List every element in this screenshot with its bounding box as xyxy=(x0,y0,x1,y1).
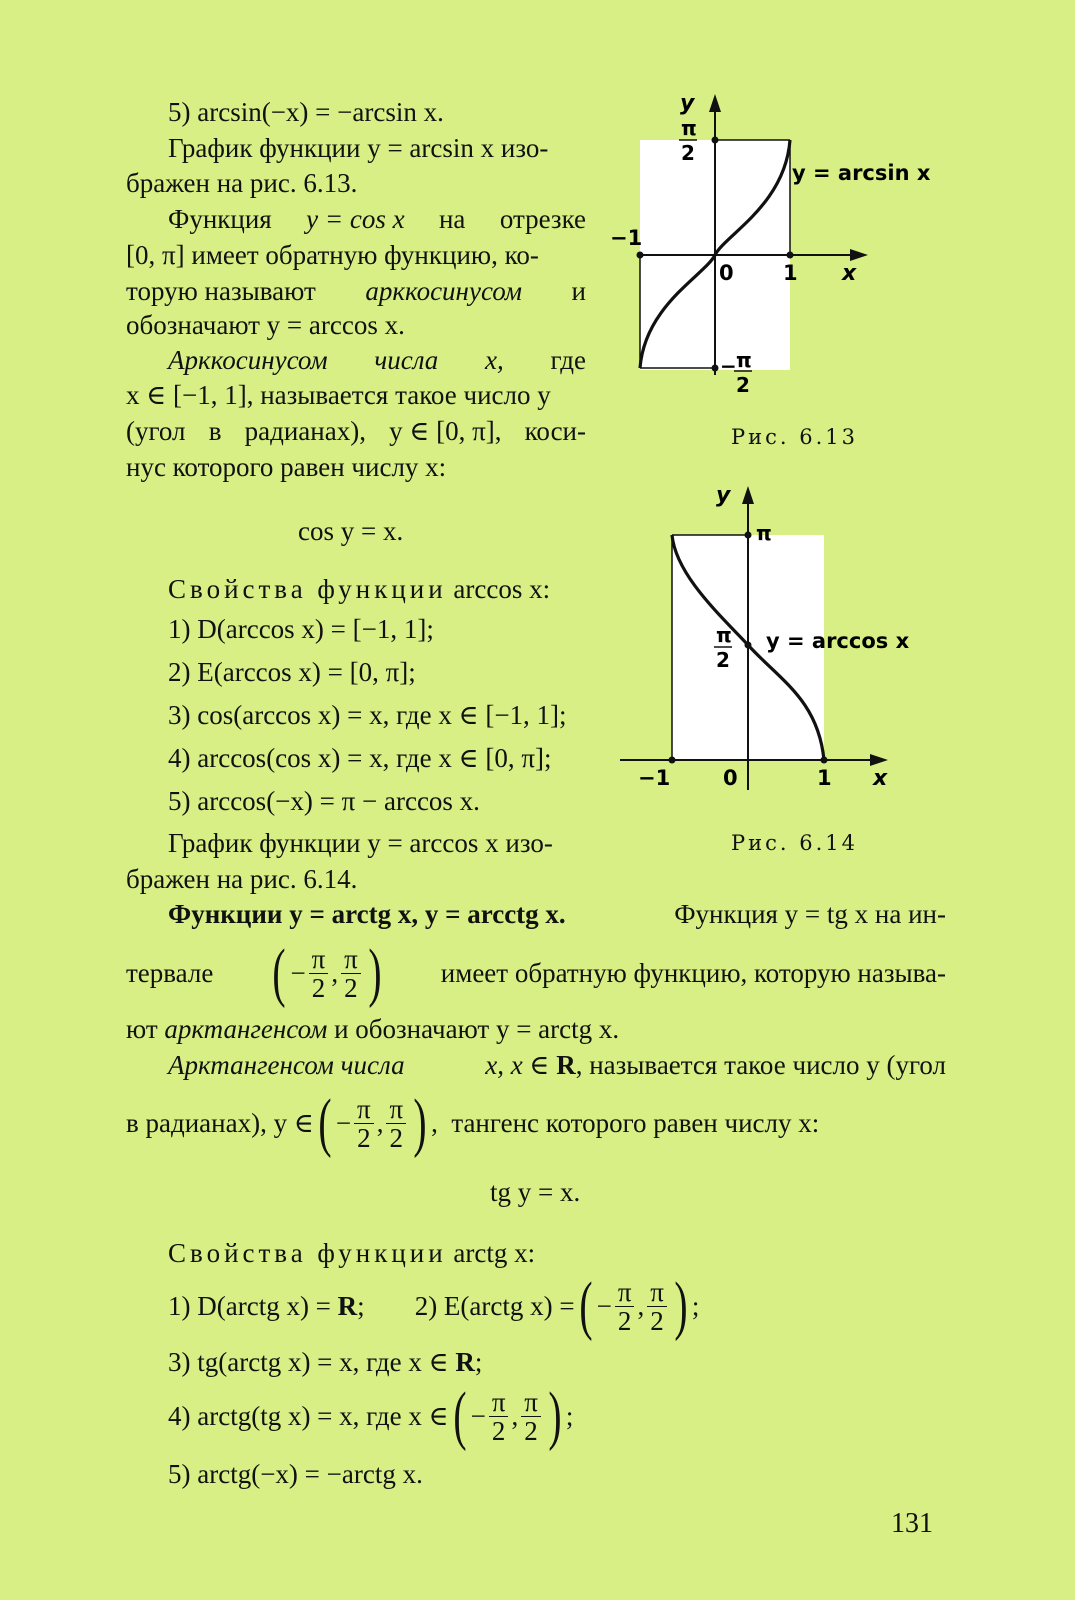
text-line: [0, π] имеет обратную функцию, ко- xyxy=(126,240,539,270)
point xyxy=(669,757,676,764)
y-axis-arrow-icon xyxy=(742,486,754,504)
point xyxy=(821,757,828,764)
arctg-property-2: 2) E(arctg x) = xyxy=(414,1291,575,1321)
tick-pi: π xyxy=(756,521,772,545)
x-axis-label: x xyxy=(842,261,857,286)
tick-zero: 0 xyxy=(723,766,738,790)
arccos-property-2: 2) E(arccos x) = [0, π]; xyxy=(168,657,416,687)
point xyxy=(745,642,752,649)
interval-formula: ( − $\frac{\pi}{2}$ , $\frac{\pi}{2}$ ) xyxy=(272,936,382,1009)
tick-two: 2 xyxy=(736,373,750,397)
point xyxy=(712,365,719,372)
arccos-property-3: 3) cos(arccos x) = x, где x ∈ [−1, 1]; xyxy=(168,700,567,730)
text-line: ют арктангенсом и обозначают y = arctg x. xyxy=(126,1014,620,1044)
text-line: торую называют арккосинусом и xyxy=(126,276,586,306)
x-axis-arrow-icon xyxy=(870,754,888,766)
tick-two: 2 xyxy=(681,141,695,165)
text-line: x ∈ [−1, 1], называется такое число y xyxy=(126,380,551,410)
section-heading-line: Функции y = arctg x, y = arcctg x. Функция y = tg x на ин- xyxy=(168,899,946,929)
text-line: График функции y = arccos x изо- xyxy=(168,828,553,858)
text-line: нус которого равен числу x: xyxy=(126,452,447,482)
arctg-property-3: 3) tg(arctg x) = x, где x ∈ R; xyxy=(168,1347,483,1377)
point xyxy=(637,252,644,259)
tick-one: 1 xyxy=(817,766,832,790)
text-line: бражен на рис. 6.14. xyxy=(126,864,358,894)
tick-one: 1 xyxy=(783,261,798,285)
arccos-property-1: 1) D(arccos x) = [−1, 1]; xyxy=(168,614,434,644)
properties-title-arctg: Свойства функции arctg x: xyxy=(168,1238,536,1268)
arctg-property-5: 5) arctg(−x) = −arctg x. xyxy=(168,1459,423,1489)
point xyxy=(712,137,719,144)
y-axis-arrow-icon xyxy=(709,94,721,112)
page-number: 131 xyxy=(891,1508,933,1539)
text-line: График функции y = arcsin x изо- xyxy=(168,133,549,163)
formula-tg: tg y = x. xyxy=(490,1177,581,1207)
text-line-interval: в радианах), y ∈ ( − $\frac{\pi}{2}$ , $\frac{\pi}{2}$ ) , тангенс которого равен числу x: xyxy=(126,1086,820,1159)
tick-pi: π xyxy=(736,348,752,372)
interval-formula: ( − $\frac{\pi}{2}$ , $\frac{\pi}{2}$ ) xyxy=(318,1086,427,1159)
x-axis-label: x xyxy=(873,766,888,791)
arcsin-label: y = arcsin x xyxy=(792,161,931,185)
y-axis-label: y xyxy=(716,483,731,508)
tick-pi: π xyxy=(681,116,697,140)
text-line: Функция y = cos x на отрезке xyxy=(168,204,586,234)
arccos-property-5: 5) arccos(−x) = π − arccos x. xyxy=(168,786,480,816)
tick-minus-one: −1 xyxy=(638,766,671,790)
y-axis-label: y xyxy=(680,91,695,116)
tick-two: 2 xyxy=(716,648,730,672)
section-heading: Функции y = arctg x, y = arcctg x. xyxy=(168,899,566,929)
figure-arcsin xyxy=(610,90,950,420)
text-line: бражен на рис. 6.13. xyxy=(126,168,358,198)
text-line: обозначают y = arccos x. xyxy=(126,310,405,340)
figure-caption-6-13: Рис. 6.13 xyxy=(731,425,858,449)
arcsin-property-5: 5) arcsin(−x) = −arcsin x. xyxy=(168,97,444,127)
formula-cos: cos y = x. xyxy=(298,516,404,546)
arctg-property-1: 1) D(arctg x) = R; xyxy=(168,1291,365,1321)
text-line-interval: тервале ( − $\frac{\pi}{2}$ , $\frac{\pi}{2}$ ) имеет обратную функцию, которую называ- xyxy=(126,936,946,1009)
definition-arctg: Арктангенсом числа x, x ∈ R, называется такое число y (угол xyxy=(168,1050,946,1080)
tick-minus: − xyxy=(720,354,737,378)
arctg-properties-1-2: 1) D(arctg x) = R; 2) E(arctg x) = ( − $\frac{\pi}{2}$ , $\frac{\pi}{2}$ ) ; xyxy=(168,1269,700,1342)
x-axis-arrow-icon xyxy=(850,249,868,261)
figure-caption-6-14: Рис. 6.14 xyxy=(731,831,858,855)
arctg-property-4: 4) arctg(tg x) = x, где x ∈ ( − $\frac{\pi}{2}$ , $\frac{\pi}{2}$ ) ; xyxy=(168,1379,574,1452)
definition-arccos: Арккосинусом числа x, где xyxy=(168,345,586,375)
point xyxy=(745,532,752,539)
arccos-property-4: 4) arccos(cos x) = x, где x ∈ [0, π]; xyxy=(168,743,552,773)
text-line: (угол в радианах), y ∈ [0, π], коси- xyxy=(126,416,586,446)
tick-pi: π xyxy=(716,623,732,647)
point xyxy=(787,252,794,259)
tick-zero: 0 xyxy=(719,261,734,285)
tick-minus-one: −1 xyxy=(610,226,643,250)
arccos-label: y = arccos x xyxy=(766,629,910,653)
properties-title-arccos: Свойства функции arccos x: xyxy=(168,574,551,604)
figure-arccos xyxy=(620,480,920,810)
